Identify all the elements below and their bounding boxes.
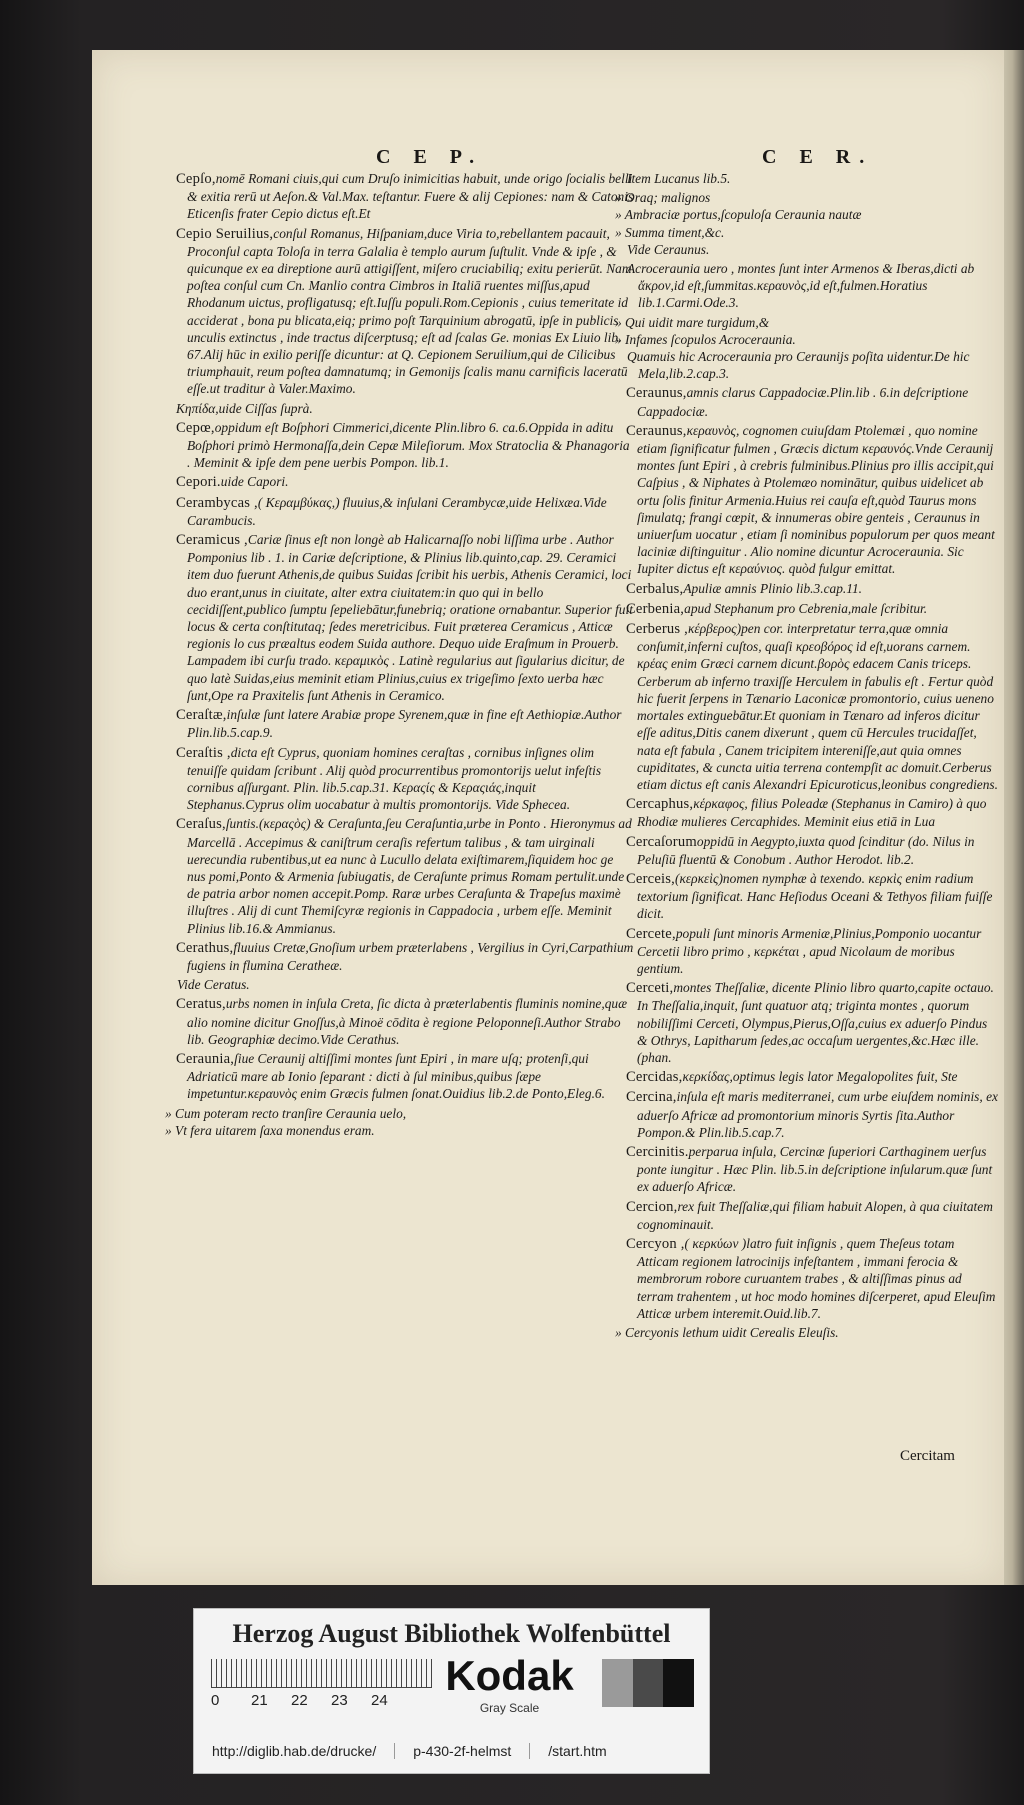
dictionary-entry (615, 1324, 998, 1341)
entry-headword: Cerceti, (626, 980, 674, 997)
scale-number: 24 (371, 1692, 388, 1709)
entry-text: fluuius Cretæ,Gnoſium urbem præterlabens , Vergilius in Cyri,Carpathium fugiens in flumina Ceratheæ. (187, 939, 634, 973)
dictionary-entry (615, 224, 998, 241)
dictionary-entry (176, 1050, 634, 1103)
entry-text: ( Κεραμβύκας,) fluuius,& inſulani Cerambycæ,uide Helixæa.Vide Carambucis. (187, 494, 607, 528)
entry-headword: Cepio Seruilius, (176, 225, 274, 242)
entry-headword: Cepœ, (176, 419, 215, 436)
entry-headword: Ceramicus , (176, 532, 248, 549)
dictionary-entry (176, 815, 634, 936)
dictionary-entry (176, 473, 634, 491)
entry-headword: Cercaphus, (626, 796, 694, 813)
entry-text: urbs nomen in inſula Creta, ſic dicta à præterlabentis fluminis nomine,quæ alio nomine dicitur Gnoſſus,à Minoë cōdita è regione Peloponneſi.Author Strabo lib. Geographiæ decimo.Vide Cerathus. (187, 996, 628, 1047)
entry-text: dicta eſt Cyprus, quoniam homines ceraſtas , cornibus inſignes olim tenuiſſe quidam ſcribunt . Alij quòd procurrentibus promontorijs uelut infeſtis cornibus aſſurgant. Plin. lib.5.cap.31. Κεραςίς & Κεραςιάς,inquit Stephanus.Cyprus olim uocabatur à multis promontorijs. Vide Sphecea. (187, 744, 602, 813)
dictionary-entry (626, 580, 998, 598)
dictionary-entry (626, 1235, 998, 1322)
dictionary-entry (176, 494, 634, 529)
entry-headword: Cerbenia, (626, 600, 685, 617)
gray-swatches (602, 1659, 694, 1707)
entry-text: κέρβερος)pen cor. interpretatur terra,quæ omnia conſumit,inferni cuſtos, quaſi κρεοβόρος id eſt,uorans carnem. κρέας enim Græci carnem dicunt.βορὸς edacem Canis triceps. Cerberum ab inferno traxiſſe Herculem in fabulis eſt . Fertur quòd hic fuerit ſerpens in Tænario Laconicæ promontorio, cuius ueneno mortales extinguebātur.Et quoniam in Tænaro ad inferos dicitur eſſe aditus,Ditis canem dixerunt , quem cū Hercules trucidaſſet, nata eſt fabula , Canem tricipitem intereniſſe,aut quia omnes cupiditates, & cuncta uitia terrena contempſit ac domuit.Cerberus etiam dictus eſt canis Alexandri Epicuroticus,leonibus congrediens. (637, 621, 998, 792)
dictionary-entry (626, 170, 998, 187)
entry-text: Quamuis hic Acroceraunia pro Ceraunijs poſita uidentur.De hic Mela,lib.2.cap.3. (627, 349, 970, 382)
entry-text: κερκίδας,optimus legis lator Megalopolites fuit, Ste (682, 1069, 958, 1085)
gray-scale-label: Gray Scale (479, 1701, 540, 1715)
url-footer (194, 1731, 709, 1771)
dictionary-entry (615, 206, 998, 223)
dictionary-entry (176, 531, 634, 704)
entry-text: oppidū in Aegypto,iuxta quod ſcinditur (do. Nilus in Peluſiū fluentū & Conobum . Author Herodot. lib.2. (637, 833, 975, 867)
entry-headword: Cercidas, (626, 1069, 683, 1086)
entry-headword: Cerambycas , (176, 494, 258, 511)
dictionary-entry (626, 241, 998, 258)
entry-text: uide Capori. (220, 474, 289, 490)
dictionary-entry (626, 348, 998, 382)
entry-headword: Ceraunus, (626, 422, 687, 439)
entry-headword: Ceratus, (176, 996, 226, 1013)
entry-text: nomē Romani ciuis,qui cum Druſo inimicitias habuit, unde origo ſocialis belli & exitia rerū ut Aeſon.& Val.Max. teſtantur. Fuere & alij Cepiones: nam & Catonis Eticenſis frater Cepio dictus eſt.Et (187, 171, 634, 222)
dictionary-entry (615, 314, 998, 331)
entry-text: ( κερκύων )latro fuit inſignis , quem Theſeus totam Atticam regionem latrocinijs infeſtantem , immani ferocia & membrorum robore curuantem trabes , & altiſſimas pinus ad terram trahentem , ut hoc modo homines diſcerperet, apud Eleuſim Atticæ urbem interemit.Ouid.lib.7. (637, 1235, 996, 1321)
entry-headword: Cepſo, (176, 171, 216, 187)
kodak-color-bar (193, 1608, 710, 1774)
entry-headword: Cercinitis. (626, 1143, 689, 1160)
entry-text: Vide Ceraunus. (627, 241, 710, 257)
dictionary-entry (176, 706, 634, 741)
entry-text: conſul Romanus, Hiſpaniam,duce Viria to,rebellantem pacauit, Proconſul capta Toloſa in terra Galalia è templo aurum ſuſtulit. Vnde & ipſe , & quicunque ex ea direptione aurū attigiſſent, miſero cruciabiliq; exitu perierūt. Nam poſtea conſul cum Cn. Manlio contra Cimbros in Italiā ruentes miſſus,apud Rhodanum uictus, profligatusq; eſt.Iuſſu populi.Rom.Cepionis , cuius temeritate id acciderat , bona pu blicata,eiq; primo poſt Tarquinium abrogatū, ipſe in publicis unculis extinctus , inde tractus diſcerptusq; eſt ad ſcalas Ge. monias Ex Liuio lib. 67.Alij hūc in exilio periſſe dicuntur: at Q. Cepionem Seruilium,qui de Cilicibus triumphauit, reum poſtea damnatumq; in Gemonijs ſcalis manu carnificis laceratū eſſe.ut traditur à Valer.Maximo. (187, 225, 632, 397)
entry-text: » Infames ſcopulos Acroceraunia. (615, 331, 796, 347)
scale-number: 21 (251, 1692, 268, 1709)
dictionary-entry (176, 225, 634, 398)
entry-text: » Oraq; malignos (615, 190, 711, 206)
url-left: http://diglib.hab.de/drucke/ (194, 1743, 395, 1759)
entry-headword: Ceraſtis , (176, 744, 231, 761)
entry-headword: Cercyon , (626, 1235, 685, 1252)
gray-swatch (602, 1659, 633, 1707)
entry-text: Cariæ ſinus eſt non longè ab Halicarnaſſo nobi liſſima urbe . Author Pomponius lib . 1. in Cariæ deſcriptione, & Plinius lib.quinto,cap. 29. Ceramici item duo fuerunt Athenis,de quibus Suidas ſcribit his uerbis, Athenis Ceramici, loci duo erant,unus in ciuitate, alter extra ciuitatem:in quo qui in bello cecidiſſent,publico ſumptu ſepeliebātur,funebriq; oratione ornabantur. Superior fuit locus & certa conſtitutaq; ſedes meretricibus. Fuit præterea Ceramicus , Atticæ regionis lo cus præaltus eodem Suida authore. Dequo uide Eraſmum in Prouerb. Lampadem ibi curſu trado. κεραμικὸς . Latinè regularius aut ſigularius dicitur, de quo latè Suidas,eius meminit etiam Plinius,cuius ex trigeſimo ſexto uerba hæc ſunt,Ope ra Praxitelis ſunt Athenis in Ceramico. (187, 532, 633, 703)
dictionary-entry (626, 1088, 998, 1141)
dictionary-entry (176, 170, 634, 223)
entry-headword: Cerathus, (176, 939, 234, 956)
dictionary-entry (165, 1122, 634, 1139)
entry-text: rex fuit Theſſaliæ,qui filiam habuit Alopen, à qua ciuitatem cognominauit. (637, 1198, 993, 1232)
entry-text: inſulæ ſunt latere Arabiæ prope Syrenem,quæ in fine eſt Aethiopiæ.Author Plin.lib.5.cap.9. (187, 707, 622, 741)
dictionary-entry (626, 620, 998, 793)
entry-headword: Cerbalus, (626, 580, 684, 597)
entry-headword: Ceraunus, (626, 385, 687, 402)
dictionary-entry (615, 189, 998, 206)
left-running-head: C E P. (376, 146, 484, 168)
entry-headword: Cercina, (626, 1089, 677, 1106)
entry-text: (κερκεὶς)nomen nymphæ à texendo. κερκὶς enim radium textorium ſignificat. Hanc Heſiodus Oceani & Tethyos filiam fuiſſe dicit. (637, 870, 993, 922)
entry-headword: Cepori. (176, 474, 221, 491)
entry-text: » Cum poteram recto tranſire Ceraunia uelo, (165, 1105, 407, 1121)
entry-headword: Ceraunia, (176, 1050, 235, 1067)
left-column (165, 170, 634, 1139)
entry-text: Κηπίδα,uide Ciſſas ſuprà. (176, 400, 313, 416)
entry-text: » Vt fera uitarem ſaxa monendus eram. (165, 1122, 375, 1138)
dictionary-entry (626, 833, 998, 868)
entry-headword: Cercaſorum (626, 833, 697, 850)
entry-text: Apuliæ amnis Plinio lib.3.cap.11. (683, 580, 862, 596)
url-mid: p-430-2f-helmst (395, 1743, 530, 1759)
library-name: Herzog August Bibliothek Wolfenbüttel (232, 1619, 671, 1648)
right-column (615, 170, 998, 1341)
dictionary-entry (626, 870, 998, 923)
dictionary-entry (626, 979, 998, 1066)
entry-text: Item Lucanus lib.5. (627, 171, 731, 186)
scale-number: 22 (291, 1692, 308, 1709)
entry-headword: Ceraſus, (176, 816, 226, 833)
entry-text: κεραυνὸς, cognomen cuiuſdam Ptolemæi , quo nomine etiam ſignificatur fulmen , Græcis dictum κεραυνός.Vnde Ceraunij montes ſunt Epiri , à crebris fulminibus.Plinius pro illis accipit,qui Caſpius , & Niphates à Ptolemæo nominātur, quibus uidelicet ab ortu ſolis finitur Armenia.Huius rei cauſa eſt,quòd Taurus mons ſimulatq; frangi cœpit, & innumeras obire genteis , Ceraunus in uniuerſum uocatur , etiam ſi nominibus populorum per quos meant laciniæ diſtinguitur . Alio nomine dicuntur Acroceraunia. Sic Iupiter dictus eſt κεραύνιος. quòd fulgur emittat. (637, 422, 995, 577)
dictionary-entry (626, 1198, 998, 1233)
dictionary-entry (626, 925, 998, 978)
right-running-head: C E R. (762, 146, 874, 168)
kodak-logo: Kodak (432, 1655, 587, 1697)
entry-text: inſula eſt maris mediterranei, cum urbe eiuſdem nominis, ex aduerſo Africæ ad promontorium minoris Syrtis ſita.Author Pompon.& Plin.lib.5.cap.7. (637, 1089, 998, 1140)
scale-number: 0 (211, 1692, 220, 1709)
scale-ruler (211, 1659, 433, 1688)
entry-text: oppidum eſt Boſphori Cimmerici,dicente Plin.libro 6. ca.6.Oppida in aditu Boſphori primò Hermonaſſa,dein Cepæ Mileſiorum. Mox Stratoclia & Phanagoria . Meminit & ipſe dem pene uerbis Pompon. lib.1. (187, 419, 630, 471)
gray-swatch (633, 1659, 664, 1707)
scale-number: 23 (331, 1692, 348, 1709)
gray-swatch (663, 1659, 694, 1707)
entry-text: apud Stephanum pro Cebrenia,male ſcribitur. (684, 600, 928, 616)
dictionary-entry (615, 331, 998, 348)
entry-headword: Cerceis, (626, 870, 676, 887)
dictionary-entry (176, 939, 634, 974)
entry-headword: Ceraſtæ, (176, 707, 227, 724)
dictionary-entry (626, 795, 998, 830)
url-right: /start.htm (548, 1743, 607, 1759)
dictionary-entry (176, 400, 634, 417)
entry-headword: Cerberus , (626, 621, 688, 638)
entry-text: montes Theſſaliæ, dicente Plinio libro quarto,capite octauo. In Theſſalia,inquit, ſunt quatuor atq; triginta montes , quorum nobiliſſimi Cerceti, Olympus,Pierus,Oſſa,cuius ex aduerſo Pindus & Othrys, Lapitharum ſedes,ac occaſum uergentes,&c.Hæc ille. (phan. (637, 980, 994, 1065)
dictionary-entry (626, 1068, 998, 1086)
dictionary-entry (176, 744, 634, 814)
dictionary-entry (165, 1105, 634, 1122)
dictionary-entry (626, 600, 998, 618)
entry-text: amnis clarus Cappadociæ.Plin.lib . 6.in deſcriptione Cappadociæ. (637, 385, 969, 419)
dictionary-entry (176, 995, 634, 1048)
scale-numbers (211, 1692, 461, 1709)
entry-text: » Qui uidit mare turgidum,& (615, 314, 770, 330)
entry-text: » Cercyonis lethum uidit Cerealis Eleuſis. (615, 1325, 839, 1340)
dictionary-entry (176, 419, 634, 472)
dictionary-entry (626, 260, 998, 312)
entry-text: κέρκαφος, filius Poleadæ (Stephanus in Camiro) à quo Rhodiæ mulieres Cercaphides. Meminit eius etiā in Lua (637, 796, 987, 830)
entry-text: ſuntis.(κεραςὸς) & Ceraſunta,ſeu Ceraſuntia,urbe in Ponto . Hieronymus ad Marcellā . Accepimus & caniſtrum ceraſis refertum talibus , & tam uirginali uerecundia rubentibus,ut ea nunc à Lucullo delata exiſtimarem,ſiquidem hoc ge nus pomi,Ponto & Armenia ſubiugatis, de Ceraſunte primus Romam pertulit.unde de patria arbor nomen accepit.Pomp. Raræ urbes Ceraſunta & Trapeſus maximè illuſtres . Alij di cunt Themiſcyræ regionis in Cappadocia , urbem eſſe. Meminit Plinius lib.16.& Ammianus. (187, 816, 632, 936)
entry-headword: Cercete, (626, 925, 676, 942)
entry-text: » Summa timent,&c. (615, 224, 725, 240)
dictionary-entry (176, 976, 634, 993)
catchword: Cercitam (900, 1448, 955, 1464)
entry-text: perparua inſula, Cercinæ ſuperiori Carthaginem uerſus ponte iungitur . Hæc Plin. lib.5.in deſcriptione inſularum.quæ ſunt ex aduerſo Africæ. (637, 1143, 993, 1195)
entry-text: » Ambraciæ portus,ſcopuloſa Ceraunia nautæ (615, 207, 862, 223)
entry-headword: Cercion, (626, 1198, 678, 1215)
dictionary-entry (626, 1143, 998, 1196)
entry-text: populi ſunt minoris Armeniæ,Plinius,Pomponio uocantur Cercetii libro primo , κερκέται , apud Nicolaum de moribus gentium. (637, 925, 982, 976)
entry-text: Vide Ceratus. (177, 977, 250, 993)
dictionary-entry (626, 384, 998, 419)
entry-text: ſiue Ceraunij altiſſimi montes ſunt Epiri , in mare uſq; protenſi,qui Adriaticū mare ab Ionio ſeparant : dicti à ſul minibus,quibus ſæpe impetuntur.κεραυνὸς enim Græcis fulmen ſonat.Ouidius lib.2.de Ponto,Eleg.6. (187, 1050, 605, 1102)
entry-text: Acroceraunia uero , montes ſunt inter Armenos & Iberas,dicti ab ἄκρον,id eſt,ſummitas.κεραυνὸς,id eſt,fulmen.Horatius lib.1.Carmi.Ode.3. (627, 261, 975, 311)
dictionary-entry (626, 422, 998, 578)
